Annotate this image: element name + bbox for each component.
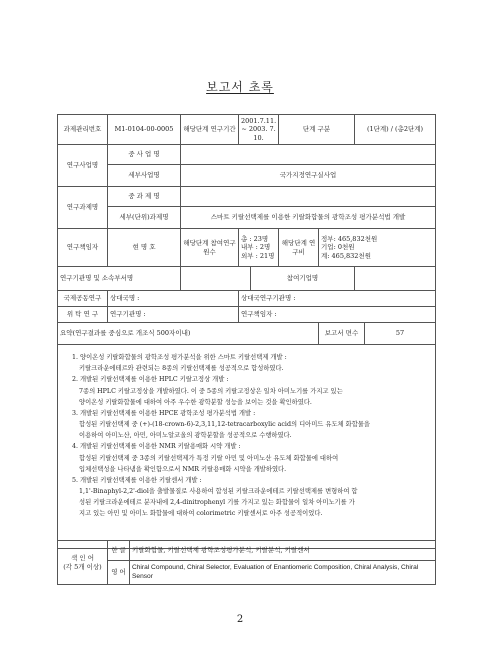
consign-org: 연구기관명 : — [108, 307, 239, 323]
detail-project-value: 스마트 키랄선택제를 이용한 키랄화합물의 광학조성 평가분석법 개발 — [181, 207, 436, 229]
sub-business-value — [181, 145, 436, 165]
business-row-2 — [58, 165, 436, 187]
period-value: 2001.7.11. ~ 2003. 7. 10. — [239, 115, 279, 145]
summary-item-line: 합성된 키랄선택제 중 (+)-(18-crown-6)-2,3,11,12-tetracarboxylic acid의 디아미드 유도체 화합물을 — [79, 421, 370, 429]
summary-item-line: 이용하여 아미노산, 아민, 아미노알코올의 광학분할을 성공적으로 수행하였다. — [79, 432, 292, 440]
stage-label: 단계 구분 — [279, 115, 355, 145]
keywords-label-main: 색 인 어 — [71, 554, 94, 563]
project-no-label: 과제관리번호 — [58, 115, 108, 145]
summary-item-line: 지고 있는 아민 및 아미노 화합물에 대하여 colorimetric 키랄센서로 아주 성공적이었다. — [79, 510, 323, 518]
org-value — [181, 267, 251, 291]
project-id-row — [58, 115, 436, 145]
summary-item-line: 7종의 HPLC 키랄고정상을 개발하였다. 이 중 5종의 키랄고정상은 일차 아미노기를 가지고 있는 — [79, 387, 343, 395]
cost-government: 정부: 465,832천원 — [321, 235, 378, 244]
keywords-kr-value: 키랄화합물, 키랄선택제 광학조성평가분석, 키랄분석, 키랄센서 — [130, 541, 436, 561]
summary-item-line: 합성된 키랄선택제 중 3종의 키랄선택제가 특정 키랄 아민 및 아미노산 유도체 화합물에 대하여 — [79, 454, 339, 462]
consign-label: 위 탁 연 구 — [58, 307, 108, 323]
page-number: 2 — [236, 614, 244, 625]
researcher-row — [58, 229, 436, 267]
keywords-en-row — [58, 561, 436, 585]
keywords-kr-label: 한 글 — [108, 541, 130, 561]
report-pages-label: 보고서 면수 — [319, 323, 365, 345]
detail-business-value: 국가지정연구실사업 — [181, 165, 436, 187]
research-cost-label: 해당단계 연구비 — [279, 229, 319, 267]
summary-item-heading: 5. 개발된 키랄선택제를 이용한 키랄센서 개발 : — [72, 476, 202, 484]
partner-value — [355, 267, 436, 291]
keywords-label-sub: (각 5개 이상) — [63, 562, 102, 571]
summary-item-heading: 4. 개발된 키랄선택제를 이용한 NMR 키랄용매화 시약 개발 : — [72, 443, 241, 451]
stage-value: (1단계) / (총2단계) — [355, 115, 436, 145]
researcher-count-label: 해당단계 참여연구원수 — [181, 229, 239, 267]
researcher-count — [239, 229, 279, 267]
keywords-table — [57, 540, 436, 585]
summary-item-line: 성된 키랄크라운에테르 분자내에 2,4-dinitrophenyl 기를 가지고 있는 화합물이 일차 아미노기를 가 — [79, 499, 355, 507]
keywords-kr-row — [58, 541, 436, 561]
intl-country: 상대국명 : — [108, 291, 239, 307]
report-header-table — [57, 114, 436, 549]
research-cost — [319, 229, 436, 267]
researcher-total: 총 : 23명 — [241, 235, 269, 244]
period-label: 해당단계 연구기간 — [181, 115, 239, 145]
summary-item-line: 양이온성 키랄화합물에 대하여 아주 우수한 광학분할 성능을 보이는 것을 확인하였다. — [79, 398, 312, 406]
intl-org: 상대국연구기관명 : — [239, 291, 436, 307]
abstract-header-row — [58, 323, 436, 345]
summary-row — [58, 345, 436, 549]
summary-item-line: 1,1'-Binaphyl-2,2'-diol을 출발물질로 사용하여 합성된 키랄크라운에테르 키랄선택제를 변형하여 합 — [79, 488, 358, 496]
summary-item-line: 입체선택성을 나타냄을 확인함으로서 NMR 키랄용매화 시약을 개발하였다. — [79, 465, 287, 473]
detail-project-label: 세부(단위)과제명 — [108, 207, 181, 229]
researcher-internal: 내부 : 2명 — [241, 243, 271, 252]
intl-row — [58, 291, 436, 307]
sub-project-value — [181, 187, 436, 207]
org-row — [58, 267, 436, 291]
project-label: 연구과제명 — [58, 187, 108, 229]
researcher-external: 외부 : 21명 — [241, 251, 275, 260]
summary-item-heading: 3. 개발된 키랄선택제를 이용한 HPCE 광학조성 평가분석법 개발 : — [72, 409, 256, 417]
project-row-1 — [58, 187, 436, 207]
keywords-label — [58, 541, 108, 585]
detail-business-label: 세부사업명 — [108, 165, 181, 187]
summary-item-heading: 2. 개발된 키랄선택제를 이용한 HPLC 키랄고정상 개발 : — [72, 376, 229, 384]
project-no: M1-0104-00-0005 — [108, 115, 181, 145]
business-label: 연구사업명 — [58, 145, 108, 187]
org-label: 연구기관명 및 소속부서명 — [58, 267, 181, 291]
sub-project-label: 중 과 제 명 — [108, 187, 181, 207]
keywords-en-label: 영 어 — [108, 561, 130, 585]
intl-label: 국제공동연구 — [58, 291, 108, 307]
keywords-en-value: Chiral Compound, Chiral Selector, Evaluation of Enantiomeric Composition, Chiral Analysis, Chiral Sensor — [130, 561, 436, 585]
summary-body — [58, 345, 436, 549]
project-row-2 — [58, 207, 436, 229]
business-row-1 — [58, 145, 436, 165]
consign-row — [58, 307, 436, 323]
consign-head: 연구책임자 : — [239, 307, 436, 323]
report-pages: 57 — [365, 323, 436, 345]
abstract-label: 요약(연구결과를 중심으로 개조식 500자이내) — [58, 323, 319, 345]
researcher-name: 현 명 호 — [108, 229, 181, 267]
sub-business-label: 중 사 업 명 — [108, 145, 181, 165]
cost-total: 계: 465,832천원 — [321, 251, 371, 260]
page-title: 보고서 초록 — [206, 80, 274, 94]
summary-item-heading: 1. 양이온성 키랄화합물의 광학조성 평가분석을 위한 스마트 키랄선택제 개발 : — [72, 354, 287, 361]
cost-company: 기업: 0천원 — [321, 243, 355, 252]
researcher-label: 연구책임자 — [58, 229, 108, 267]
summary-item-line: 키랄크라운에테르와 관련되는 8종의 키랄선택제를 성공적으로 합성하였다. — [79, 365, 284, 373]
partner-label: 참여기업명 — [251, 267, 355, 291]
